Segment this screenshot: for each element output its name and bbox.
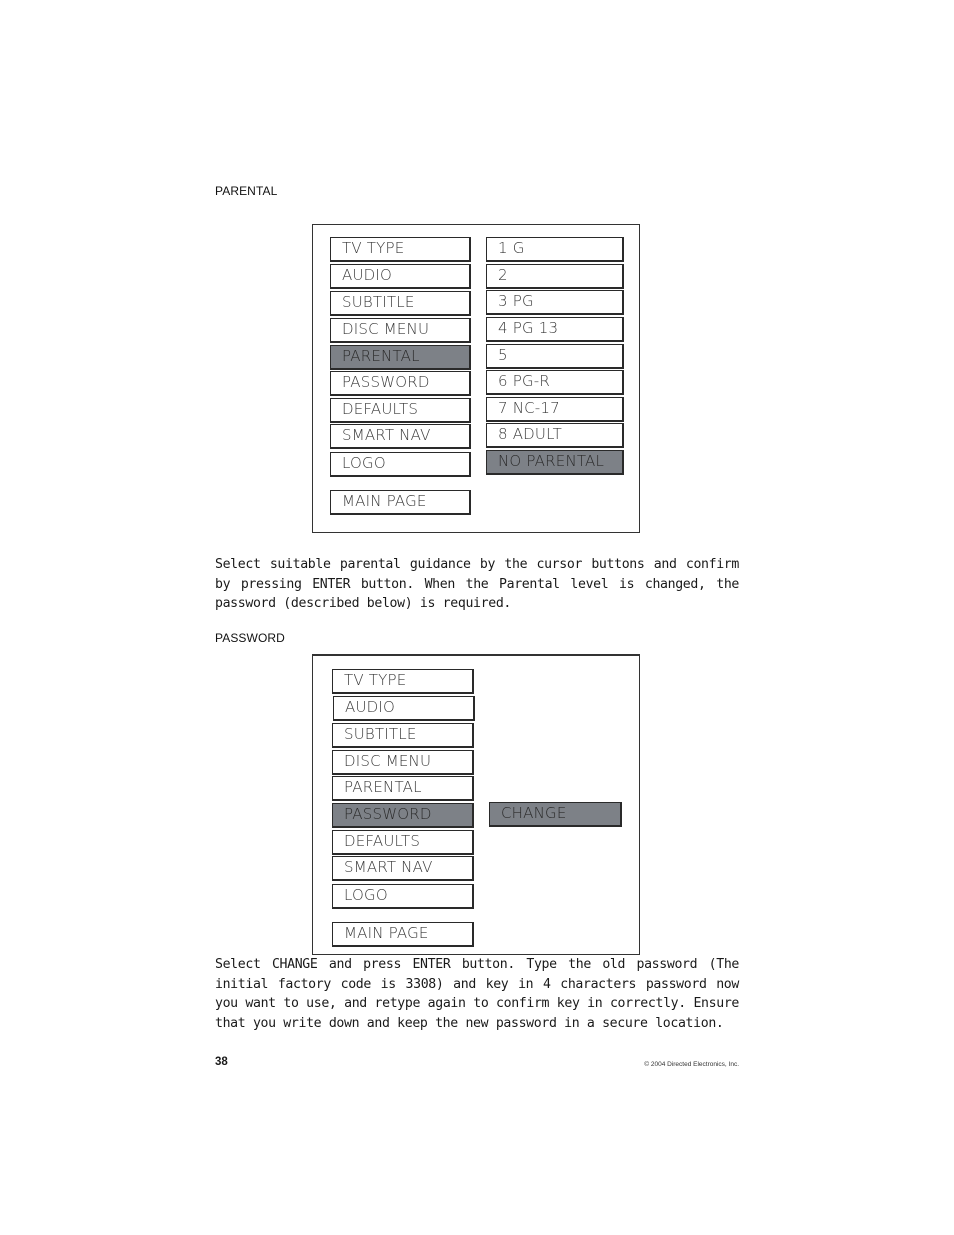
parental-option-1[interactable]: 1 G [486,237,624,262]
parental-option-5[interactable]: 5 [486,344,624,369]
menu-item-disc-menu[interactable]: DISC MENU [332,750,474,775]
parental-option-4[interactable]: 4 PG 13 [486,317,624,342]
menu-item-smart-nav[interactable]: SMART NAV [330,424,471,449]
password-change-option[interactable]: CHANGE [489,802,622,827]
copyright-notice: © 2004 Directed Electronics, Inc. [644,1061,739,1068]
parental-option-2[interactable]: 2 [486,264,624,289]
password-heading: PASSWORD [215,631,285,645]
menu-item-logo[interactable]: LOGO [332,884,474,909]
menu-item-disc-menu[interactable]: DISC MENU [330,318,471,343]
page-number: 38 [215,1056,228,1068]
parental-option-7[interactable]: 7 NC-17 [486,397,624,422]
parental-option-none[interactable]: NO PARENTAL [486,450,624,475]
menu-item-subtitle[interactable]: SUBTITLE [330,291,471,316]
password-description: Select CHANGE and press ENTER button. Type the old password (The initial factory code is 3308) and key in 4 characters password now you want to use, and retype again to confirm key in correctly. Ensure that you write down and keep the new password in a secure location. [215,957,739,1031]
parental-option-6[interactable]: 6 PG-R [486,370,624,395]
menu-item-password[interactable]: PASSWORD [332,803,474,828]
parental-menu-screen [312,224,640,533]
menu-item-password[interactable]: PASSWORD [330,371,471,396]
main-page-button[interactable]: MAIN PAGE [332,922,474,947]
menu-item-tv-type[interactable]: TV TYPE [332,669,474,694]
menu-item-parental[interactable]: PARENTAL [332,776,474,801]
menu-item-audio[interactable]: AUDIO [333,696,475,721]
menu-item-tv-type[interactable]: TV TYPE [330,237,471,262]
main-page-button[interactable]: MAIN PAGE [330,490,471,515]
menu-item-logo[interactable]: LOGO [330,452,471,477]
menu-item-subtitle[interactable]: SUBTITLE [332,723,474,748]
parental-option-8[interactable]: 8 ADULT [486,423,624,448]
menu-item-audio[interactable]: AUDIO [330,264,471,289]
password-menu-screen [312,654,640,955]
menu-item-parental[interactable]: PARENTAL [330,345,471,370]
menu-item-smart-nav[interactable]: SMART NAV [332,856,474,881]
menu-item-defaults[interactable]: DEFAULTS [330,398,471,423]
menu-item-defaults[interactable]: DEFAULTS [332,830,474,855]
parental-option-3[interactable]: 3 PG [486,290,624,315]
parental-description: Select suitable parental guidance by the cursor buttons and confirm by pressing ENTER button. When the Parental level is changed, the password (described below) is required. [215,557,739,611]
parental-heading: PARENTAL [215,184,278,198]
